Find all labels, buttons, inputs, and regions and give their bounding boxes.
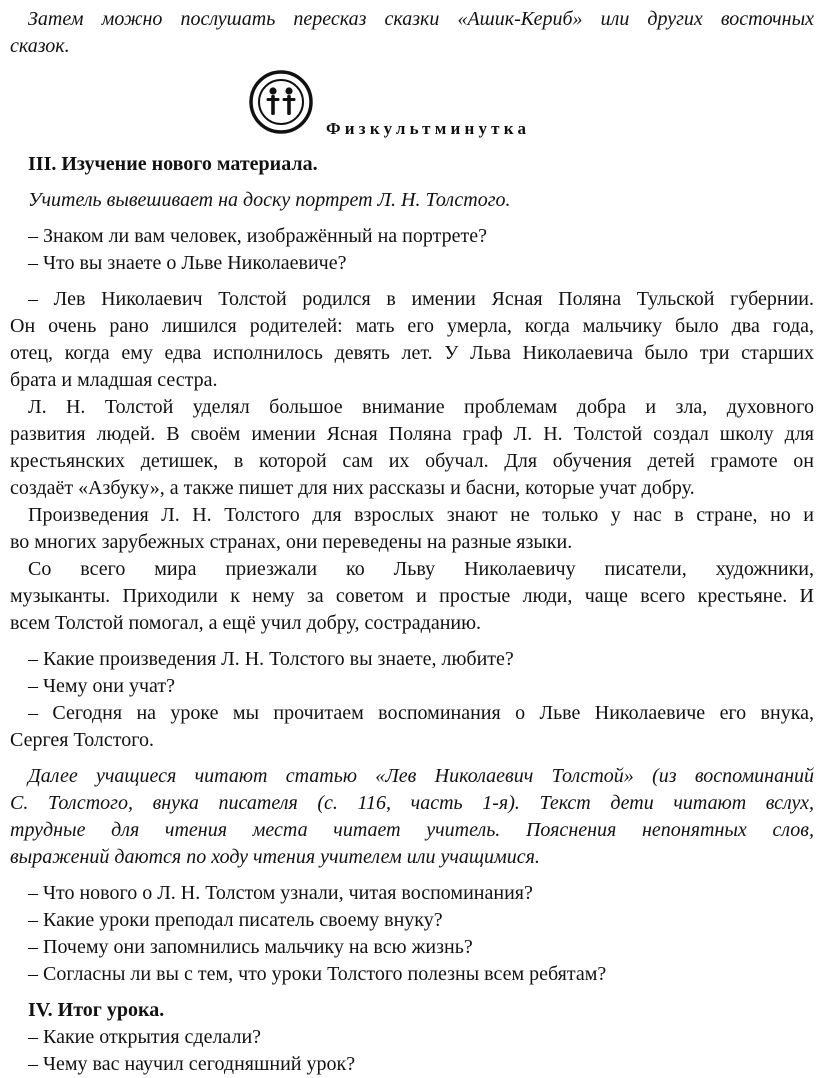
paragraph-1-line-3: отец, когда ему едва исполнилось девять лет. У Льва Николаевича было три старших [10, 342, 814, 364]
section-4-heading: IV. Итог урока. [28, 999, 165, 1021]
question-6: – Какие уроки преподал писатель своему внуку? [28, 909, 443, 931]
question-8: – Согласны ли вы с тем, что уроки Толстого полезны всем ребятам? [28, 963, 607, 985]
paragraph-1-line-2: Он очень рано лишился родителей: мать его умерла, когда мальчику было два года, [10, 315, 814, 337]
break-label: Физкультминутка [326, 119, 531, 138]
paragraph-2-line-2: развития людей. В своём имении Ясная Поляна граф Л. Н. Толстой создал школу для [10, 423, 814, 445]
instruction-2-line-3: трудные для чтения места читает учитель. Пояснения непонятных слов, [10, 819, 814, 841]
question-7: – Почему они запомнились мальчику на всю жизнь? [28, 936, 473, 958]
question-2: – Что вы знаете о Льве Николаевиче? [28, 252, 347, 274]
paragraph-2-line-1: Л. Н. Толстой уделял большое внимание проблемам добра и зла, духовного [28, 396, 814, 418]
question-1: – Знаком ли вам человек, изображённый на портрете? [28, 225, 487, 247]
paragraph-5-line-1: – Сегодня на уроке мы прочитаем воспоминания о Льве Николаевиче его внука, [28, 702, 814, 724]
question-4: – Чему они учат? [28, 675, 175, 697]
summary-question-2: – Чему вас научил сегодняшний урок? [28, 1053, 356, 1075]
teacher-instruction: Учитель вывешивает на доску портрет Л. Н. Толстого. [28, 189, 511, 211]
section-3-heading: III. Изучение нового материала. [28, 153, 318, 175]
paragraph-2-line-3: крестьянских детишек, в которой сам их обучал. Для обучения детей грамоте он [10, 450, 814, 472]
instruction-2-line-4: выражений даются по ходу чтения учителем или учащимися. [10, 846, 540, 868]
paragraph-1-line-4: брата и младшая сестра. [10, 369, 218, 391]
two-people-exercise-icon [248, 69, 314, 135]
intro-line-2: сказок. [10, 35, 70, 57]
paragraph-4-line-1: Со всего мира приезжали ко Льву Николаевичу писатели, художники, [28, 558, 814, 580]
paragraph-4-line-3: всем Толстой помогал, а ещё учил добру, состраданию. [10, 612, 482, 634]
question-5: – Что нового о Л. Н. Толстом узнали, читая воспоминания? [28, 882, 533, 904]
paragraph-5-line-2: Сергея Толстого. [10, 729, 154, 751]
paragraph-4-line-2: музыканты. Приходили к нему за советом и простые люди, чаще всего крестьяне. И [10, 585, 814, 607]
paragraph-3-line-2: во многих зарубежных странах, они переведены на разные языки. [10, 531, 573, 553]
question-3: – Какие произведения Л. Н. Толстого вы знаете, любите? [28, 648, 514, 670]
instruction-2-line-1: Далее учащиеся читают статью «Лев Николаевич Толстой» (из воспоминаний [28, 765, 814, 787]
instruction-2-line-2: С. Толстого, внука писателя (с. 116, часть 1-я). Текст дети читают вслух, [10, 792, 814, 814]
paragraph-2-line-4: создаёт «Азбуку», а также пишет для них рассказы и басни, которые учат добру. [10, 477, 695, 499]
intro-line-1: Затем можно послушать пересказ сказки «Ашик-Кериб» или других восточных [28, 8, 814, 30]
paragraph-1-line-1: – Лев Николаевич Толстой родился в имении Ясная Поляна Тульской губернии. [28, 288, 814, 310]
paragraph-3-line-1: Произведения Л. Н. Толстого для взрослых знают не только у нас в стране, но и [28, 504, 814, 526]
summary-question-1: – Какие открытия сделали? [28, 1026, 262, 1048]
